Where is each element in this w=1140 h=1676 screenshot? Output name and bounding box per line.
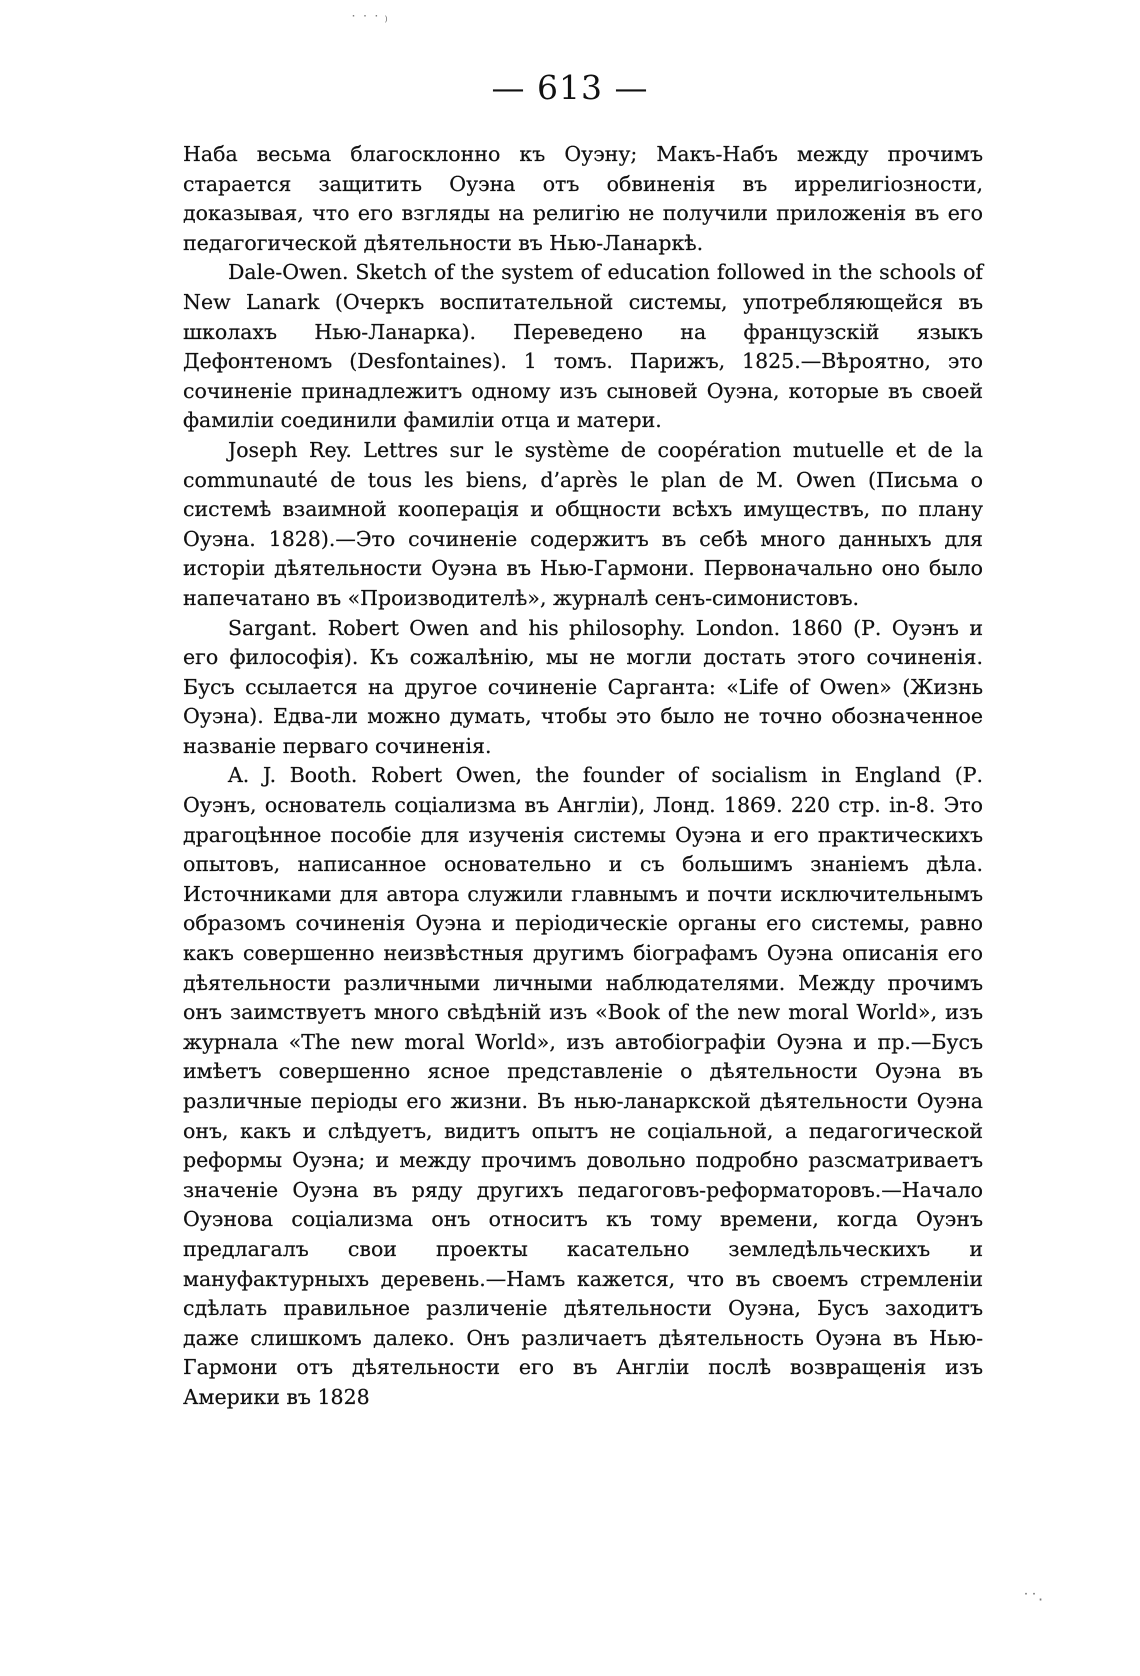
page-body-text — [183, 140, 983, 1413]
page-number: — 613 — — [491, 68, 649, 107]
paragraph-continuation: Наба весьма благосклонно къ Оуэну; Макъ-Набъ между прочимъ старается защитить Оуэна отъ обвиненія въ иррелигіозности, доказывая, что его взгляды на религію не получили приложенія въ его педагогической дѣятельности въ Нью-Ланаркѣ. — [183, 142, 983, 255]
paragraph-joseph-rey: Joseph Rey. Lettres sur le système de coopération mutuelle et de la communauté de tous les biens, d’après le plan de M. Owen (Письма о системѣ взаимной кооперація и общности всѣхъ имуществъ, по плану Оуэна. 1828).—Это сочиненіе содержитъ въ себѣ много данныхъ для исторіи дѣятельности Оуэна въ Нью-Гармони. Первоначально оно было напечатано въ «Производителѣ», журналѣ сенъ-симонистовъ. — [183, 437, 983, 610]
paragraph-booth: A. J. Booth. Robert Owen, the founder of socialism in England (Р. Оуэнъ, основатель соціализма въ Англіи), Лонд. 1869. 220 стр. in-8. Это драгоцѣнное пособіе для изученія системы Оуэна и его практическихъ опытовъ, написанное основательно и съ большимъ знаніемъ дѣла. Источниками для автора служили главнымъ и почти исключительнымъ образомъ сочиненія Оуэна и періодическіе органы его системы, равно какъ совершенно неизвѣстныя другимъ біографамъ Оуэна описанія его дѣятельности различными личными наблюдателями. Между прочимъ онъ заимствуетъ много свѣдѣній изъ «Book of the new moral World», изъ журнала «The new moral World», изъ автобіографіи Оуэна и пр.—Бусъ имѣетъ совершенно ясное представленіе о дѣятельности Оуэна въ различные періоды его жизни. Въ нью-ланаркской дѣятельности Оуэна онъ, какъ и слѣдуетъ, видитъ опытъ не соціальной, а педагогической реформы Оуэна; и между прочимъ довольно подробно разсматриваетъ значеніе Оуэна въ ряду другихъ педагоговъ-реформаторовъ.—Начало Оуэнова соціализма онъ относитъ къ тому времени, когда Оуэнъ предлагалъ свои проекты касательно земледѣльческихъ и мануфактурныхъ деревень.—Намъ кажется, что въ своемъ стремленіи сдѣлать правильное различеніе дѣятельности Оуэна, Бусъ заходитъ даже слишкомъ далеко. Онъ различаетъ дѣятельность Оуэна въ Нью-Гармони отъ дѣятельности его въ Англіи послѣ возвращенія изъ Америки въ 1828 — [183, 763, 983, 1409]
paragraph-dale-owen: Dale-Owen. Sketch of the system of education followed in the schools of New Lanark (Очеркъ воспитательной системы, употребляющейся въ школахъ Нью-Ланарка). Переведено на французскій языкъ Дефонтеномъ (Desfontaines). 1 томъ. Парижъ, 1825.—Вѣроятно, это сочиненіе принадлежитъ одному изъ сыновей Оуэна, которые въ своей фамиліи соединили фамиліи отца и матери. — [183, 260, 983, 433]
scan-speck: ˙˙· — [1022, 1590, 1044, 1609]
scan-speck: ˙ ˙ ˙ ⁾ — [350, 14, 388, 30]
paragraph-sargant: Sargant. Robert Owen and his philosophy. London. 1860 (Р. Оуэнъ и его философія). Къ сожалѣнію, мы не могли достать этого сочиненія. Бусъ ссылается на другое сочиненіе Сарганта: «Life of Owen» (Жизнь Оуэна). Едва-ли можно думать, чтобы это было не точно обозначенное названіе перваго сочиненія. — [183, 615, 983, 758]
